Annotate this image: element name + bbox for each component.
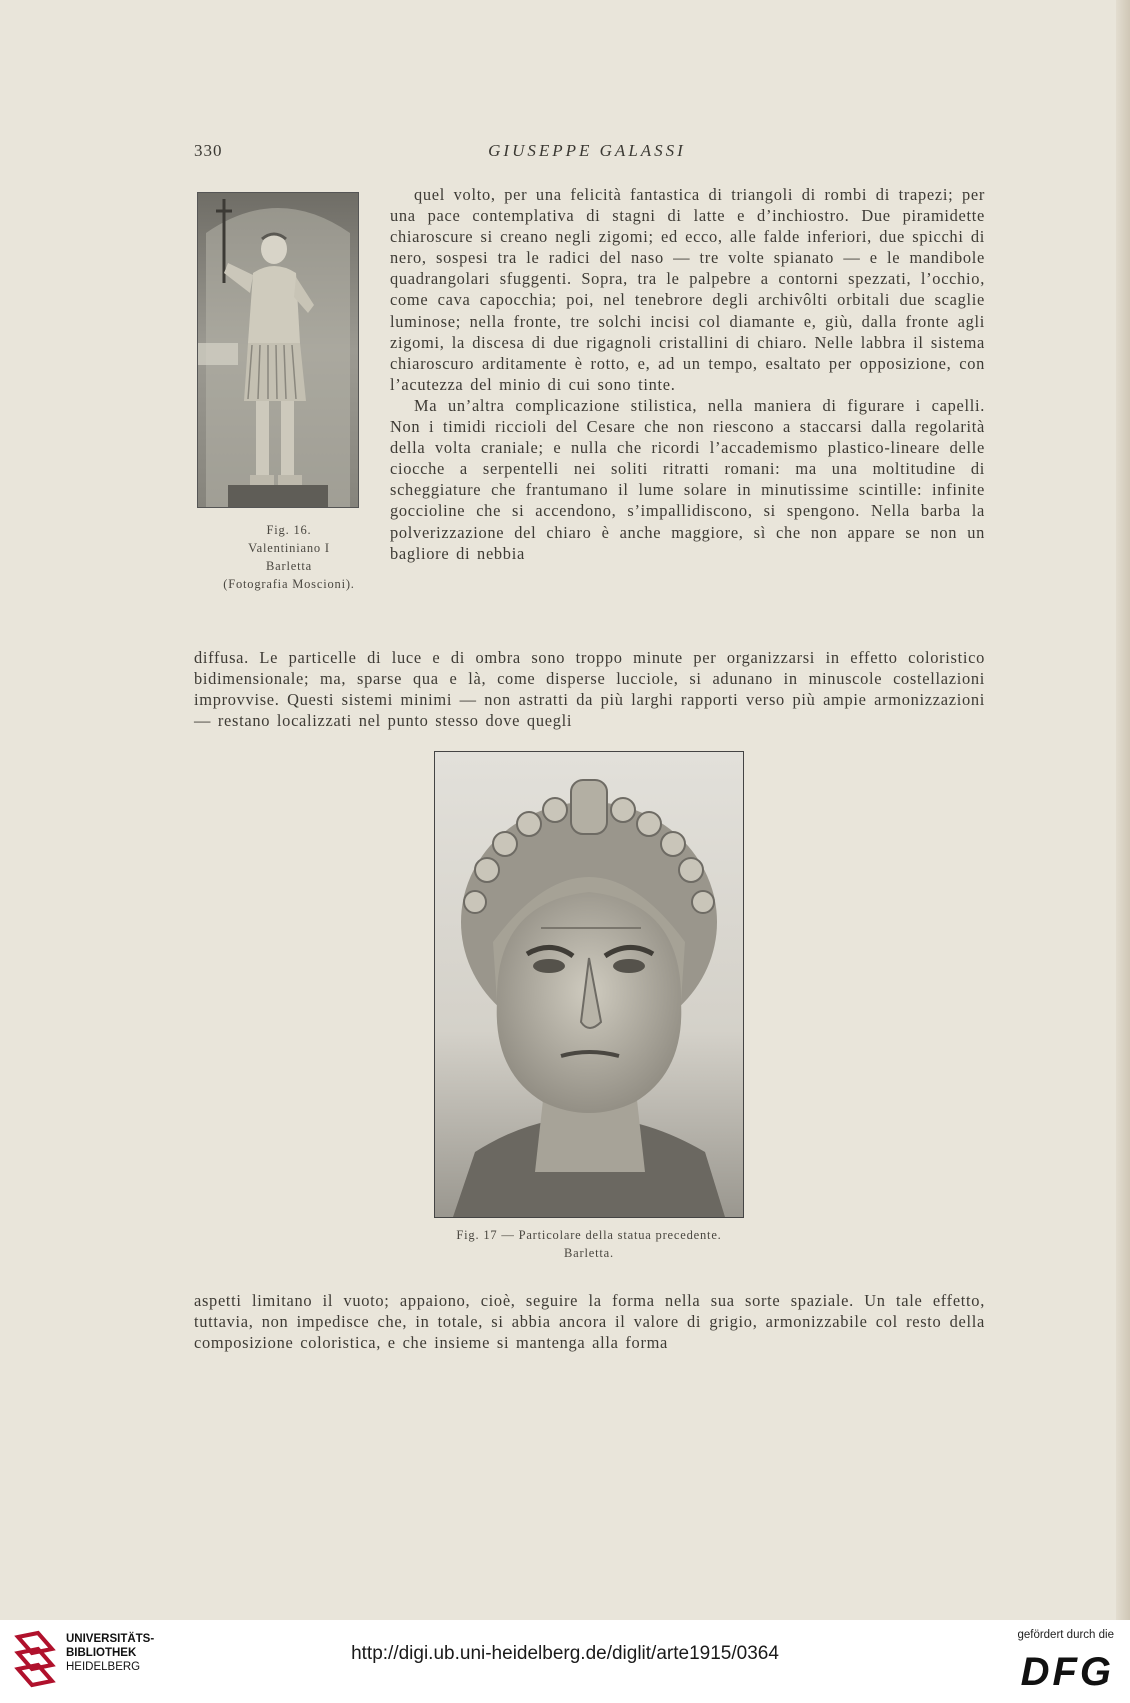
institution-line-1: UNIVERSITÄTS- (66, 1633, 155, 1645)
paragraph-bottom (194, 1290, 985, 1353)
institution-line-3: HEIDELBERG (66, 1661, 141, 1673)
paragraph-continued: diffusa. Le particelle di luce e di ombra sono troppo minute per organizzarsi in effetto coloristico bidimensionale; ma, sparse qua e là, come disperse lucciole, si adunano in minuscole costellazioni improvvise. Questi sistemi minimi — non astratti da più larghi rapporti verso più ampie armonizzazioni — restano localizzati nel punto stesso dove quegli (194, 648, 985, 731)
dfg-logo: DFG (1020, 1650, 1114, 1694)
running-head: GIUSEPPE GALASSI (488, 141, 686, 160)
figure-16-title: Valentiniano I (248, 541, 330, 555)
paragraph-top (390, 184, 985, 564)
figure-16-statue-photo (197, 192, 359, 508)
paragraph-second-start: Ma un’altra complicazione stilistica, nella maniera di figurare i capelli. Non i timidi riccioli del Cesare che non riescono a staccarsi dalla regolarità della volta craniale; e nulla che ricordi l’accademismo plastico-lineare delle ciocche a serpentelli nei soliti ritratti romani: ma una moltitudine di scheggiature che frantumano il lume solare in minutissime scintille: infinite goccioline che si accendono, s’impallidiscono, si spengono. Nella barba la polverizzazione del chiaro è anche maggiore, sì che non appare se non un bagliore di nebbia (390, 395, 985, 563)
source-url-link[interactable]: http://digi.ub.uni-heidelberg.de/diglit/arte1915/0364 (351, 1643, 779, 1664)
paragraph-top-text: quel volto, per una felicità fantastica di triangoli di rombi di trapezi; per una pace contemplativa di stagni di latte e d’inchiostro. Due piramidette chiaroscure si creano negli zigomi; ed ecco, alle falde inferiori, due spicchi di nero, sospesi tra le radici del naso — tre volte spianato — e le mandibole quadrangolari sfuggenti. Sopra, tra le palpebre a contorni spezzati, l’occhio, come cava capocchia; poi, nel tenebrore degli archivôlti orbitali due scaglie luminose; nella fronte, tre solchi incisi col diamante e, giù, dalla fronte agli zigomi, la discesa di due rigagnoli cristallini di chiaro. Nelle labbra il sistema chiaroscuro arditamente è rotto, e, ad un tempo, esaltato per opposizione, con l’acutezza del minio di cui sono tinte. (390, 185, 985, 394)
institution-line-2: BIBLIOTHEK (66, 1647, 137, 1659)
page-header (194, 141, 980, 165)
digitization-footer (0, 1620, 1130, 1703)
page-edge (1116, 0, 1130, 1620)
page-number: 330 (194, 141, 223, 160)
figure-17-location: Barletta. (564, 1246, 614, 1260)
figure-16-location: Barletta (266, 559, 312, 573)
figure-16-label: Fig. 16. (266, 523, 312, 537)
figure-16-caption (194, 521, 384, 593)
statue-illustration (198, 193, 358, 507)
figure-16-credit: (Fotografia Moscioni). (223, 577, 355, 591)
head-illustration (435, 752, 743, 1217)
figure-17-label: Fig. 17 — Particolare della statua precedente. (456, 1228, 722, 1242)
figure-17-head-photo (434, 751, 744, 1218)
paragraph-bottom-text: aspetti limitano il vuoto; appaiono, cioè, seguire la forma nella sua sorte spaziale. Un tale effetto, tuttavia, non impedisce che, in totale, si abbia ancora il valore di grigio, armonizzabile col resto della composizione coloristica, e che insieme si mantenga alla forma (194, 1291, 985, 1353)
funded-by-label: gefördert durch die (1017, 1629, 1114, 1641)
figure-17-caption (394, 1226, 784, 1262)
